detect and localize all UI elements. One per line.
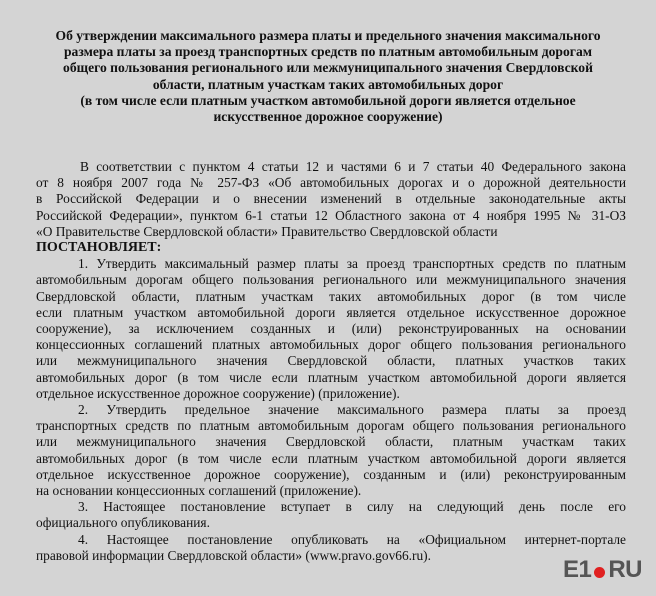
item-line: отдельное искусственное дорожное сооружение) (приложение). (36, 385, 400, 401)
item-line: сооружение), за исключением созданных и (или) реконструированных на основании (36, 321, 626, 337)
item-line: 4. Настоящее постановление опубликовать на «Официальном интернет-портале (78, 531, 626, 547)
item-line: 3. Настоящее постановление вступает в силу на следующий день после его (78, 499, 626, 515)
logo-text-right: RU (608, 556, 642, 583)
item-line: или межмуниципального значения Свердловской области, платным участкам таких (36, 434, 626, 450)
item-line: 2. Утвердить предельное значение максимального размера платы за проезд (78, 402, 626, 418)
preamble-paragraph (36, 159, 626, 240)
item-1-paragraph (36, 256, 626, 402)
item-3-paragraph (36, 499, 626, 531)
logo-dot-icon (594, 567, 605, 578)
title-line: области, платным участкам таких автомобильных дорог (152, 76, 504, 92)
resolution-label: ПОСТАНОВЛЯЕТ: (36, 240, 162, 256)
item-line: правовой информации Свердловской области» (www.pravo.gov66.ru). (36, 547, 431, 563)
logo-text-left: E1 (562, 556, 592, 583)
item-2-paragraph (36, 402, 626, 499)
preamble-line: в Российской Федерации и о внесении изменений в отдельные законодательные акты (36, 191, 626, 207)
item-4-paragraph (36, 532, 626, 564)
item-line: отдельное искусственное дорожное сооружение), созданным и (или) реконструированным (36, 466, 626, 482)
item-line: 1. Утвердить максимальный размер платы за проезд транспортных средств по платным (78, 256, 626, 272)
item-line: или межмуниципального значения Свердловской области, платных участков таких (36, 353, 626, 369)
preamble-line: Российской Федерации», пунктом 6-1 статьи 12 Областного закона от 4 ноября 1995 № 31-ОЗ (36, 207, 626, 223)
item-line: автомобильным дорогам общего пользования регионального или межмуниципального значения (36, 272, 626, 288)
item-line: транспортных средств по платным автомобильным дорогам общего пользования регионального (36, 418, 626, 434)
title-line: искусственное дорожное сооружение) (213, 109, 443, 125)
title-line: (в том числе если платным участком автомобильной дороги является отдельное (80, 92, 576, 108)
preamble-line: В соответствии с пунктом 4 статьи 12 и частями 6 и 7 статьи 40 Федерального закона (80, 159, 626, 174)
item-line: официального опубликования. (36, 515, 210, 531)
document-title (30, 28, 626, 125)
title-line: размера платы за проезд транспортных средств по платным автомобильным дорогам (63, 44, 593, 60)
title-line: Об утверждении максимального размера платы и предельного значения максимального (55, 28, 601, 43)
document-body (36, 159, 626, 564)
item-line: если платным участком автомобильной дороги является отдельное искусственное дорожное (36, 304, 626, 320)
item-line: автомобильных дорог (в том числе если платным участком автомобильной дороги является (36, 369, 626, 385)
e1-watermark-logo (563, 556, 642, 584)
item-line: на основании концессионных соглашений (приложение). (36, 483, 362, 499)
item-line: автомобильных дорог (в том числе если платным участком автомобильной дороги является (36, 450, 626, 466)
preamble-line: от 8 ноября 2007 года № 257-ФЗ «Об автомобильных дорогах и о дорожной деятельности (36, 175, 626, 191)
item-line: концессионных соглашений платных автомобильных дорог общего пользования регионального (36, 337, 626, 353)
item-line: Свердловской области, платным участкам таких автомобильных дорог (в том числе (36, 288, 626, 304)
title-line: общего пользования регионального или межмуниципального значения Свердловской (63, 60, 593, 76)
preamble-line: «О Правительстве Свердловской области» Правительство Свердловской области (36, 223, 498, 239)
